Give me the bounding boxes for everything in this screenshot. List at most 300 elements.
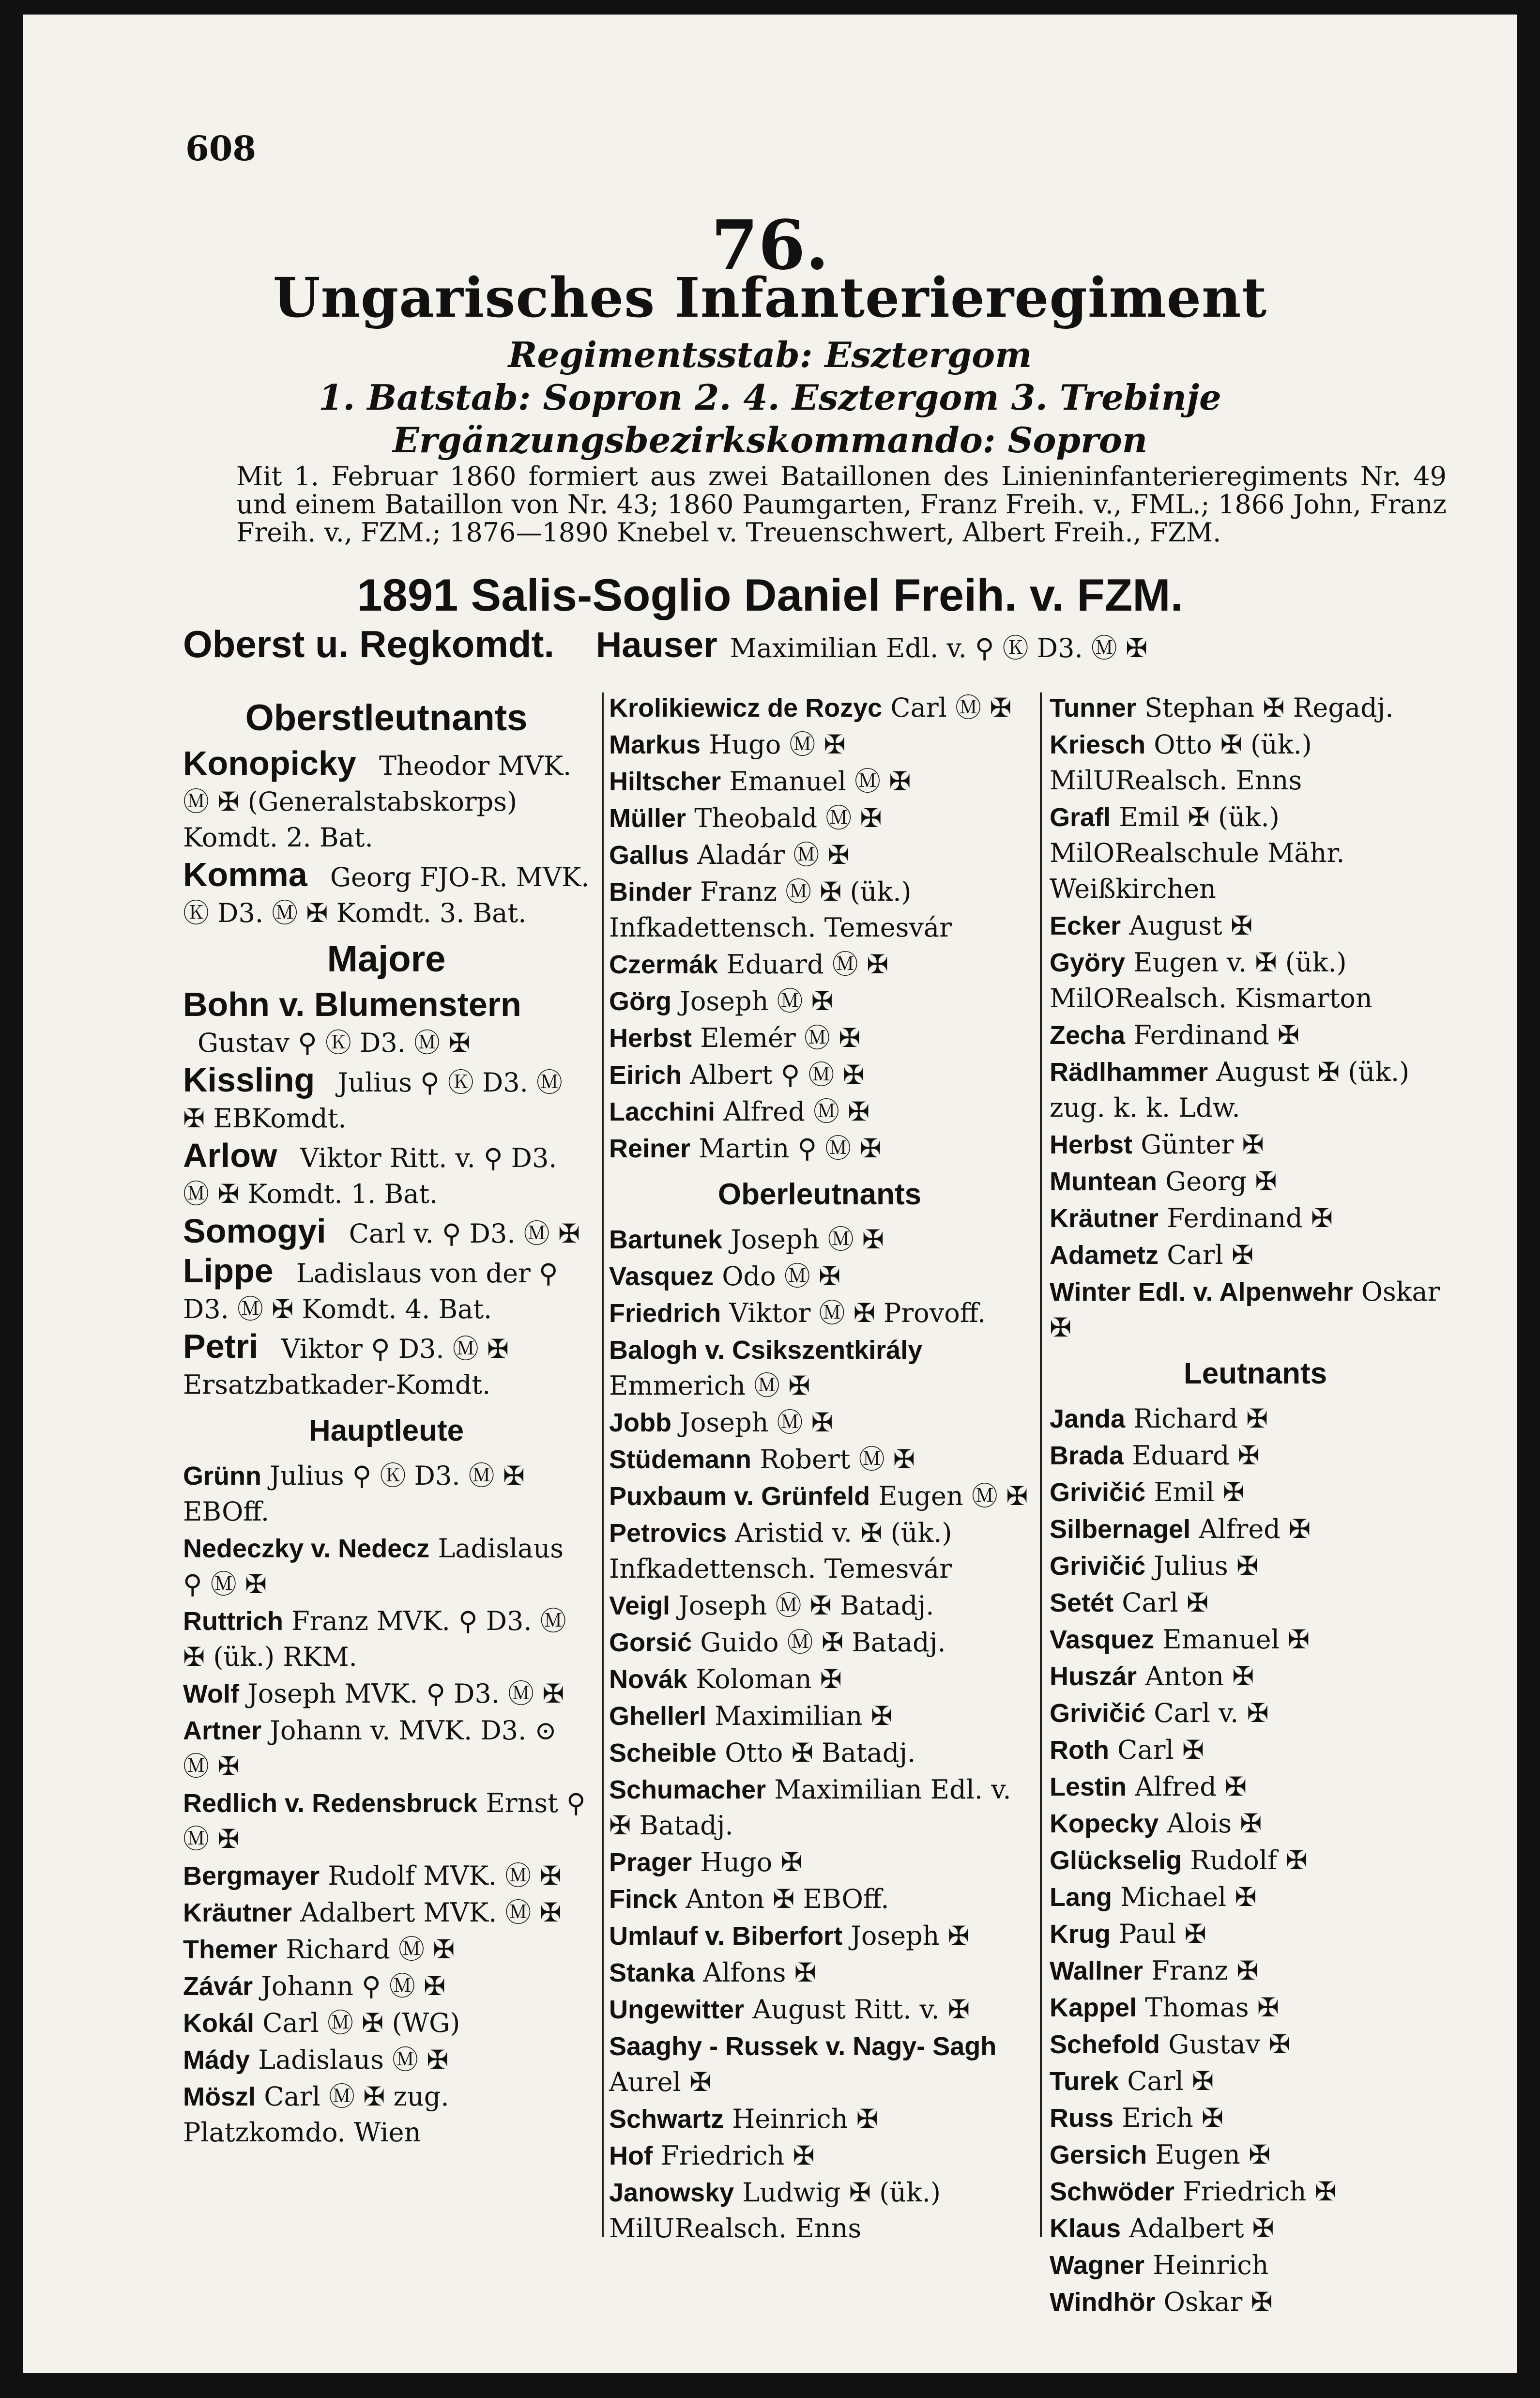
list-item: [609, 1057, 1030, 1093]
officer-surname: Lippe: [183, 1252, 274, 1290]
officer-details: Odo Ⓜ ✠: [722, 1261, 841, 1291]
list-item: [183, 1531, 590, 1602]
officer-details: Joseph Ⓜ ✠ Batadj.: [678, 1590, 934, 1621]
officer-details: Ludwig ✠ (ük.) MilURealsch. Enns: [609, 2177, 941, 2244]
list-item: [1050, 1401, 1461, 1437]
officer-details: Alois ✠: [1167, 1808, 1262, 1839]
officer-surname: Schumacher: [609, 1775, 766, 1804]
officer-details: Thomas ✠: [1145, 1992, 1280, 2023]
officer-details: Heinrich: [1153, 2250, 1269, 2280]
officer-details: August ✠ (ük.) zug. k. k. Ldw.: [1050, 1057, 1410, 1123]
officer-details: Hugo ✠: [700, 1847, 803, 1877]
officer-details: Franz ✠: [1151, 1955, 1259, 1986]
officer-details: Eugen Ⓜ ✠: [878, 1481, 1028, 1511]
officer-details: Julius ✠: [1154, 1551, 1259, 1581]
officer-details: Adalbert ✠: [1129, 2213, 1274, 2244]
officer-details: August ✠: [1129, 910, 1253, 941]
officer-surname: Glückselig: [1050, 1846, 1182, 1875]
officer-surname: Roth: [1050, 1736, 1109, 1765]
list-item: [1050, 1585, 1461, 1621]
officer-surname: Grünn: [183, 1461, 261, 1491]
officer-details: Günter ✠: [1141, 1129, 1264, 1160]
list-item: [1050, 908, 1461, 944]
officer-surname: Grivičić: [1050, 1699, 1146, 1728]
officer-details: Maximilian Edl. v. ✠ Batadj.: [609, 1774, 1011, 1841]
oberst-line: [183, 622, 1490, 666]
officer-surname: Ghellerl: [609, 1702, 707, 1731]
officer-details: Julius ⚲ Ⓚ D3. Ⓜ ✠ EBOff.: [183, 1460, 525, 1527]
officer-details: Elemér Ⓜ ✠: [700, 1023, 861, 1053]
officer-details: Aladár Ⓜ ✠: [697, 840, 850, 870]
list-item: [183, 1895, 590, 1931]
officer-details: Emil ✠ (ük.) MilORealschule Mähr. Weißkirchen: [1050, 802, 1345, 904]
list-item: [183, 1138, 590, 1212]
officer-surname: Arlow: [183, 1137, 277, 1174]
list-item: [609, 1918, 1030, 1954]
officer-surname: Grafl: [1050, 803, 1111, 832]
list-item: [1050, 1953, 1461, 1989]
officer-surname: Kokál: [183, 2009, 255, 2038]
officer-details: Joseph ✠: [851, 1921, 970, 1951]
officer-details: Viktor ⚲ D3. Ⓜ ✠ Ersatzbatkader-Komdt.: [183, 1334, 509, 1400]
list-item: [183, 1858, 590, 1894]
officer-details: Viktor Ⓜ ✠ Provoff.: [729, 1298, 986, 1328]
list-item: [1050, 2063, 1461, 2099]
list-item: [609, 1259, 1030, 1294]
officer-surname: Friedrich: [609, 1299, 721, 1328]
officer-details: Franz MVK. ⚲ D3. Ⓜ ✠ (ük.) RKM.: [183, 1606, 566, 1672]
officer-surname: Wallner: [1050, 1956, 1144, 1985]
officer-surname: Klaus: [1050, 2214, 1121, 2243]
officer-surname: Prager: [609, 1848, 692, 1877]
list-item: [183, 1458, 590, 1530]
officer-details: Koloman ✠: [696, 1664, 842, 1694]
list-item: [609, 984, 1030, 1019]
officer-surname: Komma: [183, 856, 307, 893]
officer-surname: Müller: [609, 804, 686, 833]
officer-surname: Veigl: [609, 1591, 671, 1620]
list-item: [183, 2079, 590, 2151]
regimentsstab-line: Regimentsstab: Esztergom: [508, 334, 1032, 375]
officer-surname: Kappel: [1050, 1993, 1137, 2022]
officer-details: Anton ✠ EBOff.: [686, 1884, 889, 1914]
heading-oberleutnants: Oberleutnants: [717, 1178, 922, 1211]
officer-surname: Silbernagel: [1050, 1515, 1191, 1544]
list-item: [1050, 1200, 1461, 1236]
officer-surname: Muntean: [1050, 1167, 1157, 1196]
oberst-name: Hauser: [595, 625, 717, 665]
list-item: [609, 1625, 1030, 1660]
list-item: [609, 1661, 1030, 1697]
list-item: [183, 1253, 590, 1327]
officer-surname: Bergmayer: [183, 1861, 320, 1891]
oberst-details: Maximilian Edl. v. ⚲ Ⓚ D3. Ⓜ ✠: [730, 633, 1148, 663]
page-number: 608: [185, 128, 257, 169]
list-item: [609, 1295, 1030, 1331]
officer-details: Emanuel Ⓜ ✠: [729, 766, 911, 797]
list-item: [609, 1992, 1030, 2028]
officer-surname: Wolf: [183, 1679, 239, 1708]
officer-details: Stephan ✠ Regadj.: [1144, 692, 1394, 723]
regiment-title: Ungarisches Infanterieregiment: [273, 266, 1267, 330]
officer-details: Ferdinand ✠: [1133, 1020, 1300, 1050]
column-2: [609, 690, 1030, 2247]
officer-surname: Gorsić: [609, 1628, 692, 1657]
list-item: [183, 745, 590, 856]
officer-details: Erich ✠: [1122, 2103, 1224, 2133]
list-item: [1050, 1237, 1461, 1273]
officer-details: Robert Ⓜ ✠: [760, 1444, 915, 1475]
oberstleutnants-list: [183, 745, 590, 931]
officer-surname: Stanka: [609, 1958, 695, 1987]
officer-surname: Reiner: [609, 1134, 691, 1163]
officer-details: Richard ✠: [1133, 1403, 1268, 1434]
officer-details: Friedrich ✠: [661, 2140, 815, 2171]
officer-surname: Setét: [1050, 1588, 1114, 1617]
officer-surname: Mády: [183, 2045, 250, 2075]
officer-surname: Gallus: [609, 841, 689, 870]
list-item: [1050, 727, 1461, 799]
list-item: [1050, 1622, 1461, 1658]
officer-details: Oskar ✠: [1050, 1276, 1440, 1343]
list-item: [609, 1094, 1030, 1130]
officer-surname: Redlich v. Redensbruck: [183, 1789, 478, 1818]
officer-surname: Petrovics: [609, 1519, 727, 1548]
regiment-number: 76.: [711, 206, 829, 285]
officer-surname: Závár: [183, 1972, 253, 2001]
list-item: [1050, 2100, 1461, 2136]
officer-surname: Ecker: [1050, 911, 1121, 940]
list-item: [1050, 1548, 1461, 1584]
officer-surname: Hiltscher: [609, 767, 721, 796]
officer-details: Julius ⚲ Ⓚ D3. Ⓜ ✠ EBKomdt.: [183, 1067, 563, 1134]
list-item: [1050, 1990, 1461, 2026]
officer-details: Guido Ⓜ ✠ Batadj.: [700, 1627, 946, 1658]
officer-details: Michael ✠: [1120, 1882, 1257, 1912]
officer-details: Emanuel ✠: [1162, 1624, 1310, 1655]
oberleutnants-list: [609, 1222, 1030, 2246]
list-item: [183, 857, 590, 931]
officer-surname: Umlauf v. Biberfort: [609, 1921, 843, 1951]
officer-surname: Kräutner: [183, 1898, 292, 1927]
list-item: [1050, 2174, 1461, 2210]
officer-details: Otto ✠ (ük.) MilURealsch. Enns: [1050, 729, 1312, 796]
officer-surname: Grivičić: [1050, 1552, 1146, 1581]
officer-details: Joseph Ⓜ ✠: [731, 1224, 884, 1255]
book-page: [23, 15, 1517, 2373]
officer-surname: Russ: [1050, 2104, 1114, 2133]
officer-surname: Herbst: [1050, 1130, 1133, 1159]
heading-leutnants: Leutnants: [1183, 1357, 1327, 1390]
officer-details: Heinrich ✠: [732, 2104, 878, 2134]
officer-details: Ladislaus ⚲ Ⓜ ✠: [183, 1533, 564, 1599]
list-item: [1050, 2247, 1461, 2283]
list-item: [609, 1478, 1030, 1514]
list-item: [1050, 1475, 1461, 1510]
heading-hauptleute: Hauptleute: [308, 1414, 464, 1447]
officer-surname: Markus: [609, 730, 701, 759]
officer-surname: Eirich: [609, 1061, 682, 1090]
list-item: [1050, 1127, 1461, 1163]
oberst-label: Oberst u. Regkomdt.: [183, 623, 555, 665]
ergaenzung-line: Ergänzungsbezirkskommando: Sopron: [392, 419, 1148, 461]
officer-surname: Grivičić: [1050, 1478, 1146, 1507]
officer-details: Ladislaus von der ⚲ D3. Ⓜ ✠ Komdt. 4. Bat.: [183, 1258, 558, 1324]
officer-details: Gustav ⚲ Ⓚ D3. Ⓜ ✠: [198, 1028, 471, 1058]
officer-surname: Artner: [183, 1716, 262, 1745]
officer-surname: Brada: [1050, 1441, 1124, 1470]
officer-surname: Adametz: [1050, 1241, 1159, 1270]
list-item: [1050, 1769, 1461, 1805]
list-item: [183, 986, 590, 1061]
list-item: [609, 1222, 1030, 1258]
list-item: [609, 764, 1030, 799]
officer-surname: Novák: [609, 1665, 688, 1694]
list-item: [1050, 1916, 1461, 1952]
officer-surname: Lestin: [1050, 1772, 1127, 1801]
officer-details: Carl Ⓜ ✠ zug. Platzkomdo. Wien: [183, 2081, 449, 2148]
officer-details: Aristid v. ✠ (ük.) Infkadettensch. Temesvár: [609, 1518, 952, 1584]
officer-surname: Huszár: [1050, 1662, 1137, 1691]
list-item: [1050, 1054, 1461, 1126]
officer-surname: Schwartz: [609, 2105, 724, 2134]
officer-details: Carl v. ✠: [1154, 1698, 1269, 1728]
officer-details: Carl ✠: [1122, 1587, 1209, 1618]
heading-oberstleutnants: Oberstleutnants: [245, 697, 528, 738]
officer-details: Oskar ✠: [1163, 2287, 1273, 2317]
list-item: [183, 1785, 590, 1857]
oberleutnants-list-continued: [1050, 690, 1461, 1346]
officer-surname: Lacchini: [609, 1097, 716, 1126]
officer-surname: Themer: [183, 1935, 278, 1964]
list-item: [609, 1131, 1030, 1167]
list-item: [609, 874, 1030, 946]
hauptleute-list-continued: [609, 690, 1030, 1167]
officer-surname: Jobb: [609, 1408, 671, 1437]
list-item: [609, 1515, 1030, 1587]
heading-majore: Majore: [327, 938, 446, 980]
officer-surname: Petri: [183, 1327, 259, 1365]
officer-details: Eduard Ⓜ ✠: [726, 949, 889, 980]
officer-details: Friedrich ✠: [1183, 2176, 1337, 2207]
officer-details: Ladislaus Ⓜ ✠: [258, 2044, 449, 2075]
officer-details: Carl v. ⚲ D3. Ⓜ ✠: [349, 1218, 580, 1249]
officer-surname: Zecha: [1050, 1021, 1126, 1050]
officer-surname: Tunner: [1050, 693, 1136, 722]
officer-details: Otto ✠ Batadj.: [725, 1737, 916, 1768]
officer-details: Anton ✠: [1145, 1661, 1254, 1691]
column-3: [1050, 690, 1461, 2321]
officer-details: Carl ✠: [1117, 1735, 1205, 1765]
officer-surname: Györy: [1050, 948, 1126, 977]
list-item: [183, 1603, 590, 1675]
officer-surname: Konopicky: [183, 744, 356, 782]
officer-details: Carl ✠: [1167, 1240, 1254, 1270]
regiment-inhaber: 1891 Salis-Soglio Daniel Freih. v. FZM.: [357, 569, 1183, 620]
list-item: [1050, 690, 1461, 726]
list-item: [183, 1713, 590, 1784]
officer-surname: Finck: [609, 1885, 678, 1914]
officer-surname: Janowsky: [609, 2178, 734, 2207]
officer-surname: Hof: [609, 2141, 653, 2170]
list-item: [609, 1332, 1030, 1404]
list-item: [609, 2138, 1030, 2174]
list-item: [1050, 945, 1461, 1016]
list-item: [183, 2005, 590, 2041]
officer-surname: Turek: [1050, 2067, 1119, 2096]
officer-surname: Schefold: [1050, 2030, 1160, 2059]
list-item: [1050, 799, 1461, 907]
officer-surname: Schwöder: [1050, 2177, 1175, 2206]
officer-surname: Vasquez: [1050, 1625, 1155, 1654]
list-item: [183, 1062, 590, 1137]
officer-details: Hugo Ⓜ ✠: [709, 729, 846, 760]
list-item: [1050, 1017, 1461, 1053]
list-item: [609, 2101, 1030, 2137]
list-item: [183, 1676, 590, 1712]
list-item: [1050, 2137, 1461, 2173]
officer-details: Eugen ✠: [1155, 2139, 1271, 2170]
officer-details: Carl Ⓜ ✠ (WG): [262, 2008, 460, 2038]
list-item: [1050, 1164, 1461, 1199]
officer-details: Carl Ⓜ ✠: [890, 692, 1012, 723]
officer-surname: Janda: [1050, 1404, 1126, 1433]
officer-details: Joseph Ⓜ ✠: [680, 986, 833, 1016]
list-item: [609, 727, 1030, 763]
list-item: [1050, 2027, 1461, 2062]
leutnants-list: [1050, 1401, 1461, 2320]
officer-details: Viktor Ritt. v. ⚲ D3. Ⓜ ✠ Komdt. 1. Bat.: [183, 1143, 557, 1209]
officer-surname: Kriesch: [1050, 730, 1146, 759]
officer-surname: Puxbaum v. Grünfeld: [609, 1482, 870, 1511]
column-1: [183, 690, 590, 2152]
officer-surname: Vasquez: [609, 1262, 714, 1291]
officer-details: Emil ✠: [1154, 1477, 1245, 1507]
officer-surname: Bartunek: [609, 1225, 723, 1254]
officer-details: Eduard ✠: [1132, 1440, 1260, 1471]
officer-surname: Windhör: [1050, 2288, 1156, 2317]
officer-details: Albert ⚲ Ⓜ ✠: [690, 1060, 865, 1090]
officer-surname: Möszl: [183, 2082, 256, 2111]
list-item: [1050, 2211, 1461, 2246]
column-divider: [1040, 692, 1042, 2237]
officer-surname: Lang: [1050, 1883, 1112, 1912]
officer-surname: Bohn v. Blumenstern: [183, 985, 521, 1023]
officer-surname: Stüdemann: [609, 1445, 752, 1474]
list-item: [1050, 1806, 1461, 1842]
officer-details: Georg ✠: [1165, 1166, 1277, 1197]
list-item: [183, 1968, 590, 2004]
officer-details: Franz Ⓜ ✠ (ük.) Infkadettensch. Temesvár: [609, 876, 952, 943]
officer-details: Paul ✠: [1119, 1919, 1206, 1949]
list-item: [1050, 1274, 1461, 1346]
list-item: [609, 1845, 1030, 1880]
officer-details: Theobald Ⓜ ✠: [694, 803, 882, 833]
officer-details: Joseph Ⓜ ✠: [680, 1407, 833, 1438]
batstab-line: 1. Batstab: Sopron 2. 4. Esztergom 3. Trebinje: [319, 377, 1221, 418]
majore-list: [183, 986, 590, 1403]
officer-details: Alfred ✠: [1135, 1771, 1247, 1802]
officer-surname: Nedeczky v. Nedecz: [183, 1534, 430, 1563]
officer-surname: Gersich: [1050, 2140, 1147, 2169]
list-item: [609, 1020, 1030, 1056]
list-item: [183, 2042, 590, 2078]
list-item: [609, 1405, 1030, 1441]
officer-details: Rudolf ✠: [1190, 1845, 1308, 1875]
list-item: [609, 837, 1030, 873]
list-item: [609, 947, 1030, 983]
officer-surname: Herbst: [609, 1024, 692, 1053]
list-item: [609, 2029, 1030, 2100]
officer-details: Adalbert MVK. Ⓜ ✠: [300, 1897, 562, 1928]
officer-details: Johann ⚲ Ⓜ ✠: [261, 1971, 446, 2001]
officer-details: August Ritt. v. ✠: [752, 1994, 970, 2025]
officer-surname: Scheible: [609, 1738, 717, 1768]
officer-details: Johann v. MVK. D3. ⊙ Ⓜ ✠: [183, 1715, 557, 1782]
officer-surname: Somogyi: [183, 1212, 326, 1250]
list-item: [1050, 1879, 1461, 1915]
officer-surname: Kopecky: [1050, 1809, 1159, 1838]
column-divider: [602, 692, 604, 2237]
officer-surname: Wagner: [1050, 2251, 1145, 2280]
officer-surname: Binder: [609, 877, 692, 907]
officer-details: Eugen v. ✠ (ük.) MilORealsch. Kismarton: [1050, 947, 1372, 1014]
list-item: [609, 1881, 1030, 1917]
officer-details: Gustav ✠: [1168, 2029, 1291, 2060]
officer-details: Maximilian ✠: [715, 1701, 893, 1731]
list-item: [1050, 1843, 1461, 1878]
list-item: [1050, 2284, 1461, 2320]
officer-surname: Saaghy - Russek v. Nagy- Sagh: [609, 2032, 997, 2061]
officer-surname: Krug: [1050, 1920, 1111, 1949]
officer-details: Theodor MVK. Ⓜ ✠ (Generalstabskorps) Komdt. 2. Bat.: [183, 751, 572, 853]
officer-surname: Krolikiewicz de Rozyc: [609, 693, 883, 722]
list-item: [609, 1588, 1030, 1624]
list-item: [609, 800, 1030, 836]
officer-details: Rudolf MVK. Ⓜ ✠: [328, 1860, 562, 1891]
list-item: [1050, 1732, 1461, 1768]
officer-details: Georg FJO-R. MVK. Ⓚ D3. Ⓜ ✠ Komdt. 3. Bat.: [183, 862, 590, 928]
officer-details: Joseph MVK. ⚲ D3. Ⓜ ✠: [247, 1678, 564, 1709]
list-item: [1050, 1659, 1461, 1694]
officer-surname: Balogh v. Csikszentkirály: [609, 1336, 923, 1365]
officer-surname: Ruttrich: [183, 1607, 283, 1636]
list-item: [609, 2175, 1030, 2246]
officer-surname: Kräutner: [1050, 1204, 1159, 1233]
list-item: [609, 1442, 1030, 1477]
regiment-history: Mit 1. Februar 1860 formiert aus zwei Bataillonen des Linieninfanterieregiments Nr. 49 und einem Bataillon von Nr. 43; 1860 Paumgarten, Franz Freih. v., FML.; 1866 John, Franz Freih. v., FZM.; 1876—1890 Knebel v. Treuenschwert, Albert Freih., FZM.: [236, 461, 1447, 548]
officer-details: Aurel ✠: [609, 2067, 712, 2097]
list-item: [609, 690, 1030, 726]
officer-surname: Ungewitter: [609, 1995, 745, 2024]
officer-surname: Kissling: [183, 1061, 315, 1099]
list-item: [183, 1328, 590, 1403]
officer-surname: Rädlhammer: [1050, 1058, 1208, 1087]
officer-details: Richard Ⓜ ✠: [286, 1934, 455, 1965]
list-item: [609, 1735, 1030, 1771]
officer-surname: Czermák: [609, 950, 718, 979]
officer-details: Alfons ✠: [703, 1957, 816, 1988]
list-item: [609, 1698, 1030, 1734]
list-item: [183, 1932, 590, 1968]
list-item: [609, 1772, 1030, 1844]
list-item: [609, 1955, 1030, 1991]
list-item: [183, 1213, 590, 1252]
officer-details: Martin ⚲ Ⓜ ✠: [699, 1133, 882, 1164]
officer-details: Alfred Ⓜ ✠: [723, 1096, 870, 1127]
list-item: [1050, 1695, 1461, 1731]
officer-details: Ernst ⚲ Ⓜ ✠: [183, 1788, 586, 1854]
